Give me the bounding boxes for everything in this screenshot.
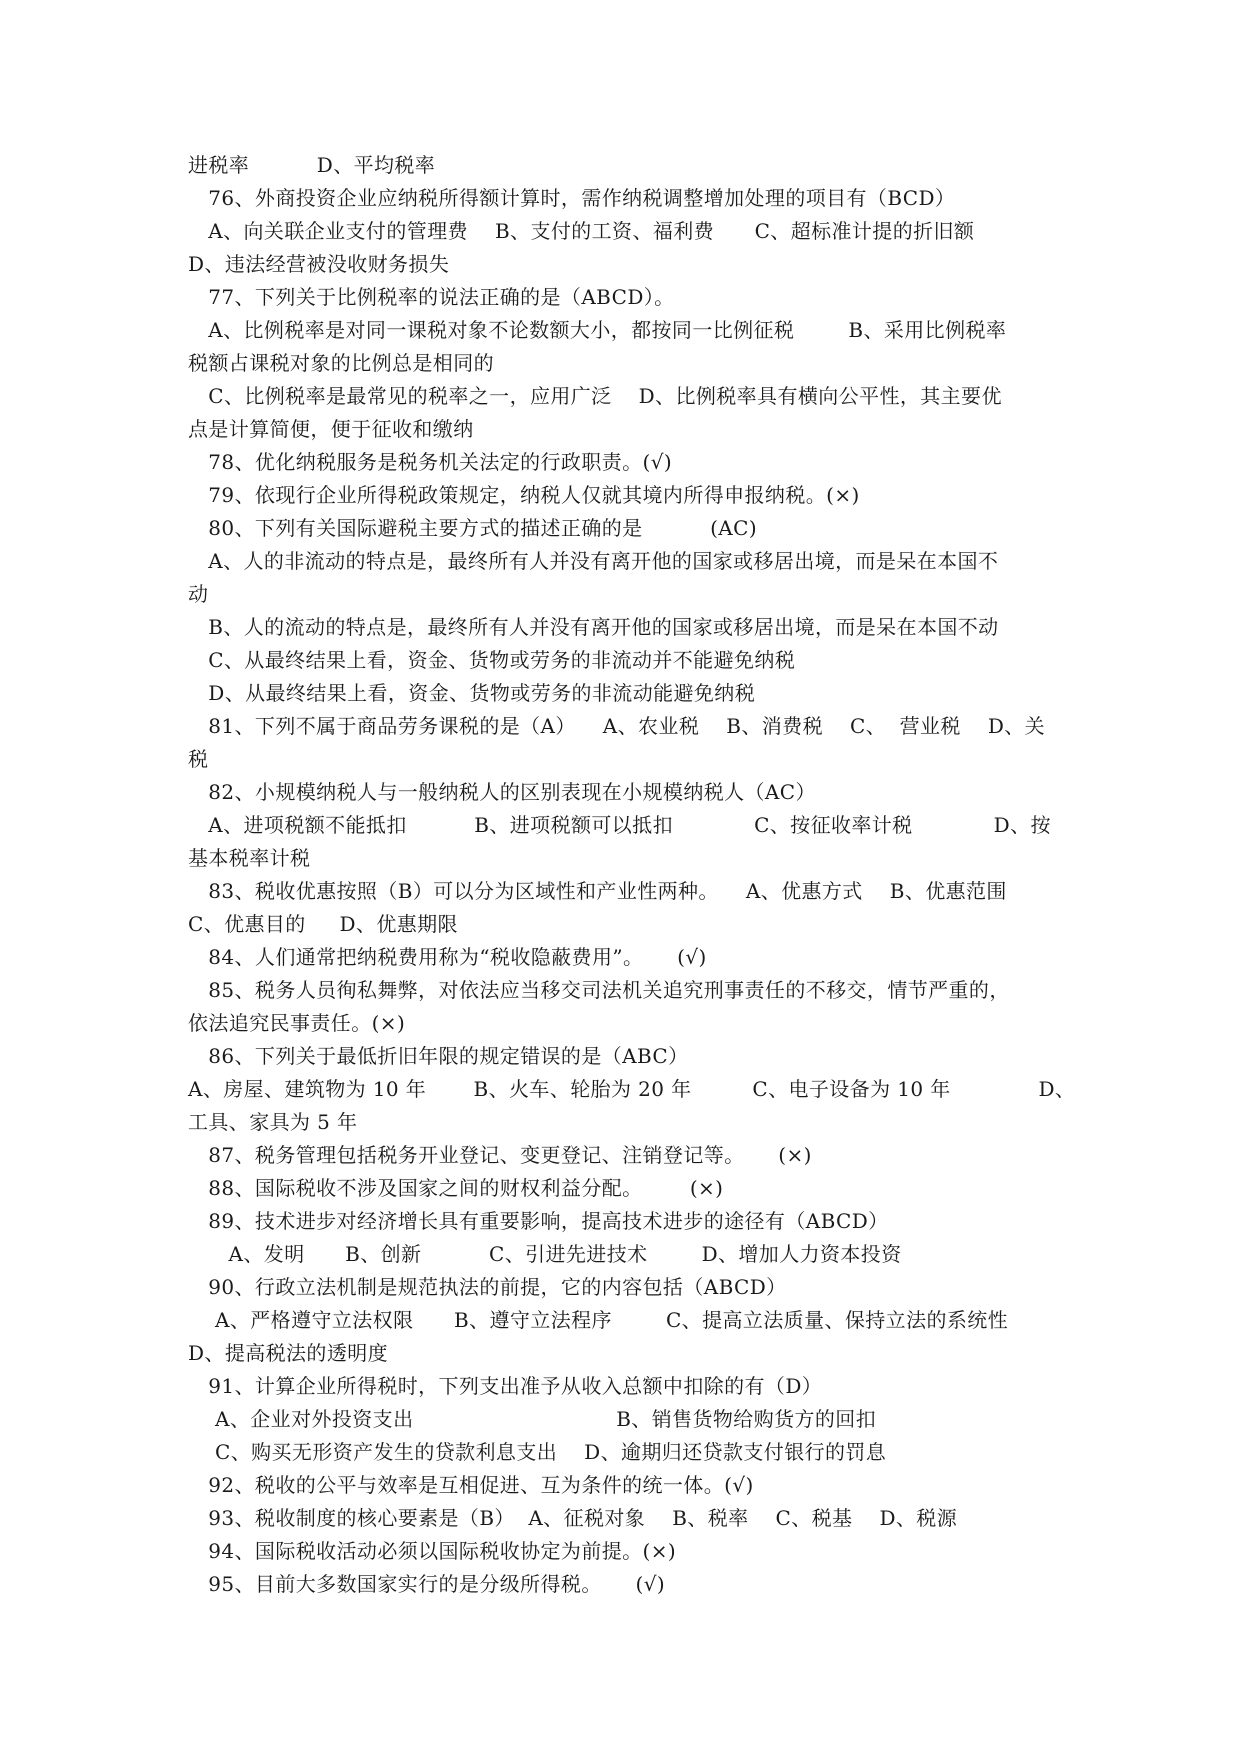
question-77-option-d-cont: 点是计算简便，便于征收和缴纳 <box>188 417 474 441</box>
question-80-option-c: C、从最终结果上看，资金、货物或劳务的非流动并不能避免纳税 <box>188 648 796 672</box>
question-89-options: A、发明 B、创新 C、引进先进技术 D、增加人力资本投资 <box>188 1242 902 1266</box>
question-80-option-a-cont: 动 <box>188 582 209 606</box>
question-91-options-a-b: A、企业对外投资支出 B、销售货物给购货方的回扣 <box>188 1407 877 1431</box>
question-80-option-b: B、人的流动的特点是，最终所有人并没有离开他的国家或移居出境，而是呆在本国不动 <box>188 615 999 639</box>
question-83-cont: C、优惠目的 D、优惠期限 <box>188 912 458 936</box>
question-85: 85、税务人员徇私舞弊，对依法应当移交司法机关追究刑事责任的不移交，情节严重的， <box>188 978 1010 1002</box>
question-82-options-cont: 基本税率计税 <box>188 846 311 870</box>
question-76: 76、外商投资企业应纳税所得额计算时，需作纳税调整增加处理的项目有（BCD） <box>188 186 956 210</box>
question-79: 79、依现行企业所得税政策规定，纳税人仅就其境内所得申报纳税。(×) <box>188 483 860 507</box>
question-77-option-b-cont: 税额占课税对象的比例总是相同的 <box>188 351 494 375</box>
question-80-option-d: D、从最终结果上看，资金、货物或劳务的非流动能避免纳税 <box>188 681 756 705</box>
question-81: 81、下列不属于商品劳务课税的是（A） A、农业税 B、消费税 C、 营业税 D、关 <box>188 714 1046 738</box>
question-82-options: A、进项税额不能抵扣 B、进项税额可以抵扣 C、按征收率计税 D、按 <box>188 813 1051 837</box>
question-76-options: A、向关联企业支付的管理费 B、支付的工资、福利费 C、超标准计提的折旧额 <box>188 219 975 243</box>
text-line: 进税率 D、平均税率 <box>188 153 436 177</box>
question-87: 87、税务管理包括税务开业登记、变更登记、注销登记等。 (×) <box>188 1143 812 1167</box>
question-86-options: A、房屋、建筑物为 10 年 B、火车、轮胎为 20 年 C、电子设备为 10 年 D、 <box>188 1077 1076 1101</box>
question-77-option-a-b: A、比例税率是对同一课税对象不论数额大小，都按同一比例征税 B、采用比例税率 <box>188 318 1007 342</box>
question-86-options-cont: 工具、家具为 5 年 <box>188 1110 358 1134</box>
question-85-cont: 依法追究民事责任。(×) <box>188 1011 406 1035</box>
question-77: 77、下列关于比例税率的说法正确的是（ABCD）。 <box>188 285 675 309</box>
question-82: 82、小规模纳税人与一般纳税人的区别表现在小规模纳税人（AC） <box>188 780 816 804</box>
question-93: 93、税收制度的核心要素是（B） A、征税对象 B、税率 C、税基 D、税源 <box>188 1506 958 1530</box>
question-86: 86、下列关于最低折旧年限的规定错误的是（ABC） <box>188 1044 689 1068</box>
question-77-option-c-d: C、比例税率是最常见的税率之一，应用广泛 D、比例税率具有横向公平性，其主要优 <box>188 384 1002 408</box>
question-90: 90、行政立法机制是规范执法的前提，它的内容包括（ABCD） <box>188 1275 787 1299</box>
question-90-options-cont: D、提高税法的透明度 <box>188 1341 389 1365</box>
question-78: 78、优化纳税服务是税务机关法定的行政职责。(√) <box>188 450 673 474</box>
question-90-options: A、严格遵守立法权限 B、遵守立法程序 C、提高立法质量、保持立法的系统性 <box>188 1308 1009 1332</box>
question-92: 92、税收的公平与效率是互相促进、互为条件的统一体。(√) <box>188 1473 754 1497</box>
question-81-cont: 税 <box>188 747 209 771</box>
question-80: 80、下列有关国际避税主要方式的描述正确的是 (AC) <box>188 516 758 540</box>
question-84: 84、人们通常把纳税费用称为“税收隐蔽费用”。 (√) <box>188 945 707 969</box>
question-88: 88、国际税收不涉及国家之间的财权利益分配。 (×) <box>188 1176 724 1200</box>
question-83: 83、税收优惠按照（B）可以分为区域性和产业性两种。 A、优惠方式 B、优惠范围 <box>188 879 1007 903</box>
question-91-options-c-d: C、购买无形资产发生的贷款利息支出 D、逾期归还贷款支付银行的罚息 <box>188 1440 887 1464</box>
question-94: 94、国际税收活动必须以国际税收协定为前提。(×) <box>188 1539 677 1563</box>
question-80-option-a: A、人的非流动的特点是，最终所有人并没有离开他的国家或移居出境，而是呆在本国不 <box>188 549 999 573</box>
question-76-options-cont: D、违法经营被没收财务损失 <box>188 252 450 276</box>
question-89: 89、技术进步对经济增长具有重要影响，提高技术进步的途径有（ABCD） <box>188 1209 889 1233</box>
question-95: 95、目前大多数国家实行的是分级所得税。 (√) <box>188 1572 666 1596</box>
question-91: 91、计算企业所得税时，下列支出准予从收入总额中扣除的有（D） <box>188 1374 823 1398</box>
